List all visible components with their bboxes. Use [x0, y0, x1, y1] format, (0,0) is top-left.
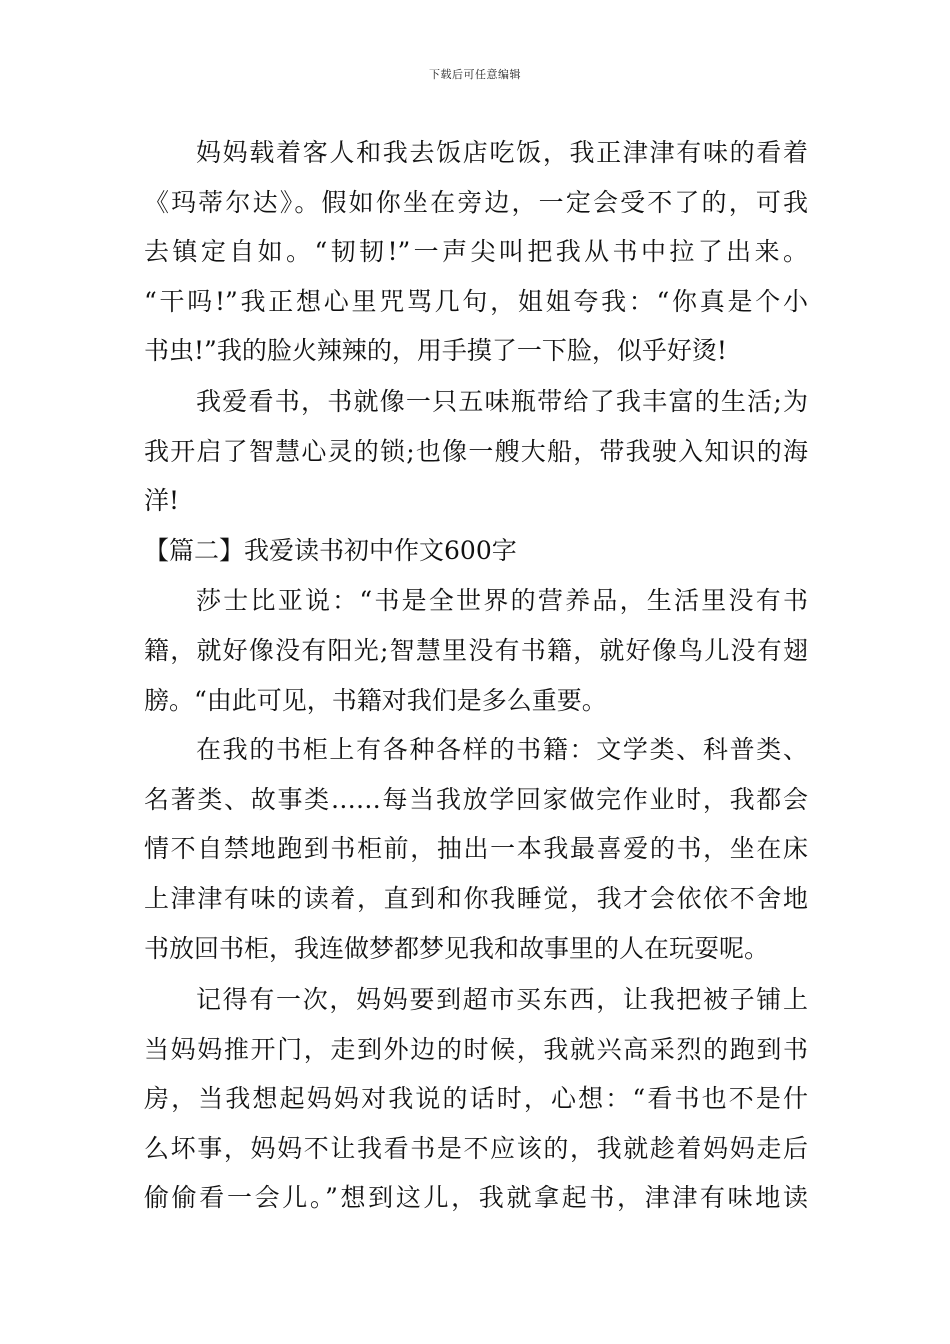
- paragraph-line: 我开启了智慧心灵的锁;也像一艘大船，带我驶入知识的海: [144, 436, 808, 466]
- paragraph-line: 去镇定自如。“韧韧!”一声尖叫把我从书中拉了出来。: [144, 237, 808, 267]
- paragraph-line: 莎士比亚说：“书是全世界的营养品，生活里没有书: [196, 586, 808, 616]
- paragraph-line: 名著类、故事类……每当我放学回家做完作业时，我都会: [144, 784, 808, 814]
- paragraph-line: 我爱看书，书就像一只五味瓶带给了我丰富的生活;为: [196, 386, 808, 416]
- paragraph-line: 么坏事，妈妈不让我看书是不应该的，我就趁着妈妈走后: [144, 1133, 808, 1163]
- paragraph-line: 上津津有味的读着，直到和你我睡觉，我才会依依不舍地: [144, 883, 808, 913]
- paragraph-line: 房，当我想起妈妈对我说的话时，心想：“看书也不是什: [144, 1084, 808, 1114]
- paragraph-line: 情不自禁地跑到书柜前，抽出一本我最喜爱的书，坐在床: [144, 834, 808, 864]
- paragraph-line: 记得有一次，妈妈要到超市买东西，让我把被子铺上: [196, 985, 808, 1015]
- paragraph-line: 在我的书柜上有各种各样的书籍：文学类、科普类、: [196, 735, 808, 765]
- paragraph-line: 书虫!”我的脸火辣辣的，用手摸了一下脸，似乎好烫!: [144, 336, 727, 366]
- article-body: [144, 128, 808, 1223]
- paragraph-line: 膀。“由此可见，书籍对我们是多么重要。: [144, 685, 607, 715]
- paragraph-line: 书放回书柜，我连做梦都梦见我和故事里的人在玩耍呢。: [144, 933, 770, 963]
- page-header: 下载后可任意编辑: [429, 68, 521, 81]
- paragraph-line: 《玛蒂尔达》。假如你坐在旁边，一定会受不了的，可我: [144, 187, 808, 217]
- paragraph-line: 当妈妈推开门，走到外边的时候，我就兴高采烈的跑到书: [144, 1034, 808, 1064]
- paragraph-line: “干吗!”我正想心里咒骂几句，姐姐夸我：“你真是个小: [144, 286, 808, 316]
- paragraph-line: 洋!: [144, 486, 180, 516]
- paragraph-line: 妈妈载着客人和我去饭店吃饭，我正津津有味的看着: [196, 138, 808, 167]
- paragraph-line: 籍，就好像没有阳光;智慧里没有书籍，就好像鸟儿没有翅: [144, 635, 808, 665]
- paragraph-line: 偷偷看一会儿。”想到这儿，我就拿起书，津津有味地读: [144, 1183, 808, 1213]
- section-heading: 【篇二】我爱读书初中作文600字: [144, 535, 517, 565]
